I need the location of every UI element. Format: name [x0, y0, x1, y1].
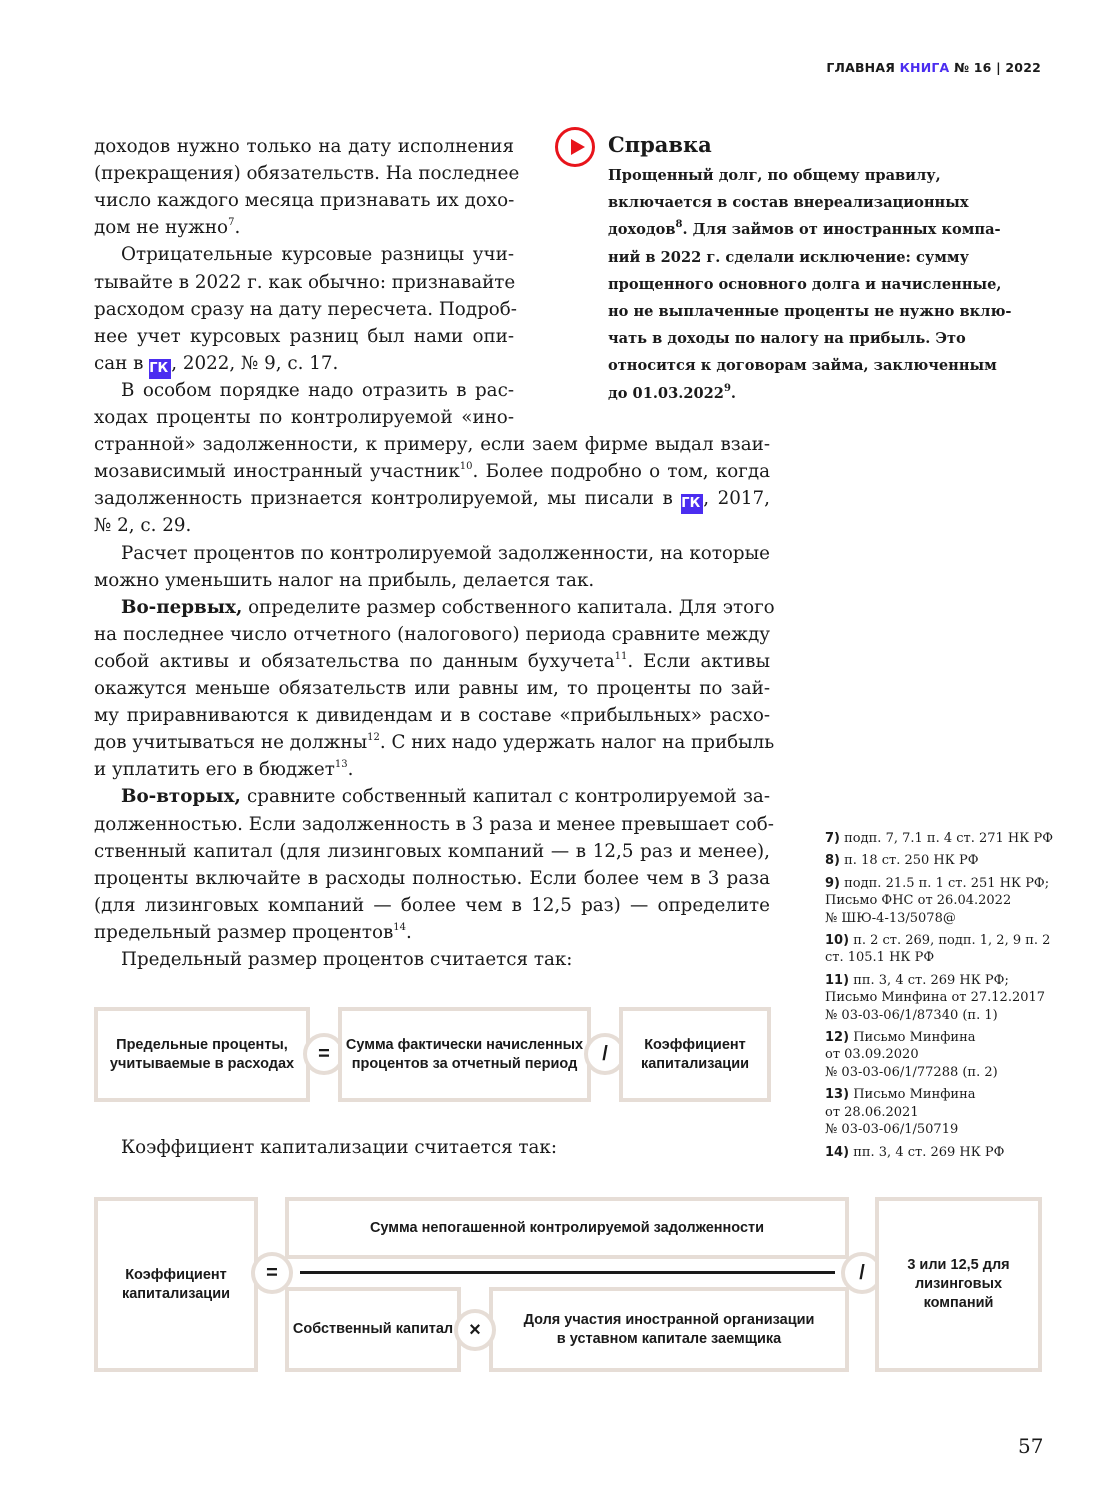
text-run: окажутся меньше обязательств или равны им, то проценты по зай-	[94, 678, 770, 699]
footnote-text: пп. 3, 4 ст. 269 НК РФ	[853, 1144, 1005, 1160]
bold-lead: Во-вторых,	[121, 786, 241, 808]
text-run: включается в состав внереализационных	[608, 194, 969, 212]
footnote-item	[825, 852, 1050, 869]
reference-line	[608, 271, 1038, 298]
footnote-ref[interactable]: 9	[723, 382, 731, 394]
text-line	[94, 350, 514, 377]
text-run: дов учитываться не должны	[94, 732, 368, 754]
text-run: сравните собственный капитал с контролируемой за-	[240, 786, 770, 808]
text-run: тывайте в 2022 г. как обычно: признавайте	[94, 271, 516, 293]
text-run: Отрицательные курсовые разницы учи-	[121, 244, 514, 266]
footnote-line	[825, 892, 1050, 909]
text-run: число каждого месяца признавать их дохо-	[94, 190, 515, 212]
reference-box-text	[608, 162, 1038, 407]
play-icon	[555, 127, 595, 167]
divide-sign: /	[841, 1252, 883, 1294]
equals-sign: =	[303, 1033, 345, 1075]
footnote-text: ст. 105.1 НК РФ	[825, 950, 935, 966]
text-run: но не выплаченные проценты не нужно вклю-	[608, 303, 1012, 321]
footnote-number: 8)	[825, 853, 840, 869]
text-line	[94, 567, 770, 594]
footnote-ref[interactable]: 11	[614, 650, 628, 662]
footnote-item	[825, 830, 1053, 847]
text-line	[94, 133, 514, 160]
text-run: предельный размер процентов	[94, 921, 394, 943]
footnote-item	[825, 932, 1050, 967]
text-run: .	[347, 759, 354, 781]
magazine-logo-icon: ГК	[681, 494, 703, 514]
text-run: .	[406, 921, 412, 943]
text-run: ственный капитал (для лизинговых компаний — в 12,5 раз и менее),	[94, 840, 770, 862]
text-run: мозависимый иностранный участник	[94, 461, 460, 483]
issue-number: № 16 | 2022	[953, 60, 1041, 75]
formula2-result-box: Коэффициент капитализации	[94, 1197, 258, 1372]
footnote-line	[825, 932, 1050, 949]
brand-name-part1: ГЛАВНАЯ	[826, 60, 896, 75]
text-run: Предельный размер процентов считается так:	[121, 949, 573, 970]
formula1-numerator-box: Сумма фактически начисленных процентов за отчетный период	[338, 1007, 591, 1102]
text-line	[94, 241, 514, 268]
text-run: прощенного основного долга и начисленные,	[608, 275, 1002, 293]
footnotes	[825, 830, 1053, 1166]
text-run: , 2017,	[703, 488, 770, 510]
reference-line	[608, 298, 1038, 325]
footnote-number: 10)	[825, 933, 850, 949]
formula1-result-box: Предельные проценты, учитываемые в расходах	[94, 1007, 310, 1102]
footnote-line	[825, 1029, 1050, 1046]
text-run: дом не нужно	[94, 217, 229, 239]
reference-line	[608, 216, 1038, 243]
footnote-line	[825, 1144, 1050, 1161]
equals-sign: =	[251, 1252, 293, 1294]
text-run: № 2, с. 29.	[94, 515, 192, 537]
text-run: , 2022, № 9, с. 17.	[171, 352, 339, 374]
text-line	[94, 377, 514, 404]
text-run: относится к договорам займа, заключенным	[608, 357, 997, 375]
magazine-logo-icon: ГК	[149, 359, 171, 379]
footnote-item	[825, 1144, 1050, 1161]
formula2-intro: Коэффициент капитализации считается так:	[121, 1137, 558, 1158]
text-line	[94, 540, 770, 567]
text-line	[94, 729, 775, 756]
footnote-number: 12)	[825, 1030, 850, 1046]
footnote-item	[825, 1086, 1050, 1138]
multiply-sign: ×	[454, 1309, 496, 1351]
footnote-text: от 28.06.2021	[825, 1104, 919, 1120]
text-run: Прощенный долг, по общему правилу,	[608, 167, 941, 184]
text-run: В особом порядке надо отразить в рас-	[121, 379, 514, 401]
footnote-text: № 03-03-06/1/50719	[825, 1122, 959, 1138]
footnote-item	[825, 875, 1050, 927]
footnote-ref[interactable]: 14	[393, 921, 407, 933]
text-run: . Более подробно о том, когда	[472, 461, 770, 483]
text-line	[94, 702, 770, 729]
text-run: сан в	[94, 352, 150, 374]
footnote-line	[825, 1086, 1050, 1103]
footnote-text: п. 2 ст. 269, подп. 1, 2, 9 п. 2	[853, 933, 1051, 949]
reference-line	[608, 244, 1038, 271]
text-line	[94, 594, 775, 621]
text-run: . Если активы	[627, 650, 771, 672]
text-run: задолженность признается контролируемой, мы писали в	[94, 488, 682, 510]
footnote-text: пп. 3, 4 ст. 269 НК РФ;	[853, 972, 1009, 988]
text-line	[94, 512, 770, 539]
text-run: (прекращения) обязательств. На последнее	[94, 163, 520, 185]
reference-line	[608, 162, 1038, 189]
footnote-text: подп. 7, 7.1 п. 4 ст. 271 НК РФ	[844, 831, 1053, 846]
text-line	[94, 756, 770, 783]
footnote-ref[interactable]: 13	[334, 759, 348, 771]
text-run: . Для займов от иностранных компа-	[682, 221, 1001, 239]
footnote-line	[825, 1046, 1050, 1063]
footnote-text: № 03-03-06/1/87340 (п. 1)	[825, 1007, 998, 1023]
text-run: можно уменьшить налог на прибыль, делается так.	[94, 569, 595, 591]
text-line	[94, 485, 770, 512]
formula2-divisor-box: 3 или 12,5 для лизинговых компаний	[875, 1197, 1042, 1372]
text-run: чать в доходы по налогу на прибыль. Это	[608, 330, 966, 348]
text-line	[94, 783, 770, 810]
footnote-line	[825, 1007, 1050, 1024]
footnote-text: п. 18 ст. 250 НК РФ	[844, 853, 979, 869]
formula2-denominator-left-box: Собственный капитал	[285, 1287, 461, 1372]
footnote-line	[825, 1064, 1050, 1081]
footnote-ref[interactable]: 7	[228, 217, 235, 229]
text-line	[94, 892, 770, 919]
footnote-text: от 03.09.2020	[825, 1047, 919, 1063]
text-run: и уплатить его в бюджет	[94, 759, 335, 781]
divide-sign: /	[584, 1033, 626, 1075]
footnote-line	[825, 949, 1050, 966]
text-line	[94, 919, 770, 946]
text-line	[94, 187, 514, 214]
footnote-line	[825, 972, 1050, 989]
footnote-ref[interactable]: 10	[459, 461, 473, 473]
brand-name-part2: КНИГА	[899, 60, 950, 75]
footnote-text: подп. 21.5 п. 1 ст. 251 НК РФ;	[844, 875, 1050, 891]
text-run: .	[730, 384, 737, 402]
text-line	[94, 160, 520, 187]
text-line	[94, 269, 514, 296]
text-run: на последнее число отчетного (налогового) периода сравните между	[94, 623, 770, 645]
text-run: долженностью. Если задолженность в 3 раза и менее превышает соб-	[94, 813, 774, 835]
text-line	[94, 648, 770, 675]
text-run: расходом сразу на дату пересчета. Подроб-	[94, 298, 517, 320]
text-line	[94, 431, 770, 458]
footnote-text: Письмо Минфина	[853, 1030, 976, 1046]
text-run: Расчет процентов по контролируемой задолженности, на которые	[121, 542, 770, 564]
footnote-line	[825, 830, 1053, 847]
reference-line	[608, 325, 1038, 352]
footnote-number: 14)	[825, 1144, 850, 1160]
text-line	[94, 214, 514, 241]
text-line	[94, 865, 770, 892]
footnote-ref[interactable]: 12	[367, 732, 380, 744]
text-run: (для лизинговых компаний — более чем в 12,5 раз) — определите	[94, 894, 770, 916]
reference-line	[608, 189, 1038, 216]
footnote-text: Письмо Минфина	[853, 1087, 976, 1103]
footnote-line	[825, 910, 1050, 927]
text-run: собой активы и обязательства по данным бухучета	[94, 650, 615, 672]
text-run: .	[234, 217, 241, 239]
footnote-number: 9)	[825, 875, 840, 891]
footnote-line	[825, 989, 1050, 1006]
reference-title: Справка	[608, 132, 712, 157]
footnote-item	[825, 1029, 1050, 1081]
footnote-number: 11)	[825, 972, 850, 988]
footnote-line	[825, 875, 1050, 892]
text-run: нее учет курсовых разниц был нами опи-	[94, 325, 514, 347]
text-line	[94, 621, 770, 648]
formula2-denominator-right-box: Доля участия иностранной организации в уставном капитале заемщика	[489, 1287, 849, 1372]
text-run: определите размер собственного капитала. Для этого	[242, 596, 775, 618]
footnote-text: № 03-03-06/1/77288 (п. 2)	[825, 1064, 998, 1080]
footnote-line	[825, 1104, 1050, 1121]
text-run: до 01.03.2022	[608, 384, 724, 402]
footnote-number: 7)	[825, 831, 840, 846]
running-header	[826, 60, 1041, 75]
text-run: доходов	[608, 221, 676, 239]
text-line	[94, 323, 514, 350]
text-line	[94, 675, 770, 702]
text-line	[94, 946, 770, 973]
text-run: му приравниваются к дивидендам и в составе «прибыльных» расхо-	[94, 705, 770, 727]
text-line	[94, 838, 770, 865]
text-run: ходах проценты по контролируемой «ино-	[94, 407, 514, 428]
text-line	[94, 811, 774, 838]
reference-line	[608, 352, 1038, 379]
text-line	[94, 404, 514, 431]
footnote-ref[interactable]: 8	[675, 219, 683, 231]
footnote-line	[825, 1121, 1050, 1138]
footnote-text: Письмо ФНС от 26.04.2022	[825, 893, 1012, 909]
text-run: странной» задолженности, к примеру, если заем фирме выдал взаи-	[94, 434, 770, 456]
fraction-line	[300, 1271, 835, 1274]
footnote-text: № ШЮ-4-13/5078@	[825, 910, 956, 926]
text-line	[94, 458, 770, 485]
formula2-numerator-box: Сумма непогашенной контролируемой задолженности	[285, 1197, 849, 1259]
footnote-line	[825, 852, 1050, 869]
footnote-item	[825, 972, 1050, 1024]
bold-lead: Во-первых,	[121, 596, 243, 618]
formula1-divisor-box: Коэффициент капитализации	[619, 1007, 771, 1102]
text-line	[94, 296, 517, 323]
text-run: доходов нужно только на дату исполнения	[94, 136, 514, 157]
reference-line	[608, 380, 1038, 407]
footnote-text: Письмо Минфина от 27.12.2017	[825, 990, 1046, 1006]
text-run: . С них надо удержать налог на прибыль	[379, 732, 775, 754]
page-number: 57	[1018, 1434, 1044, 1458]
text-run: проценты включайте в расходы полностью. Если более чем в 3 раза	[94, 867, 770, 889]
footnote-number: 13)	[825, 1087, 850, 1103]
text-run: ний в 2022 г. сделали исключение: сумму	[608, 248, 969, 266]
